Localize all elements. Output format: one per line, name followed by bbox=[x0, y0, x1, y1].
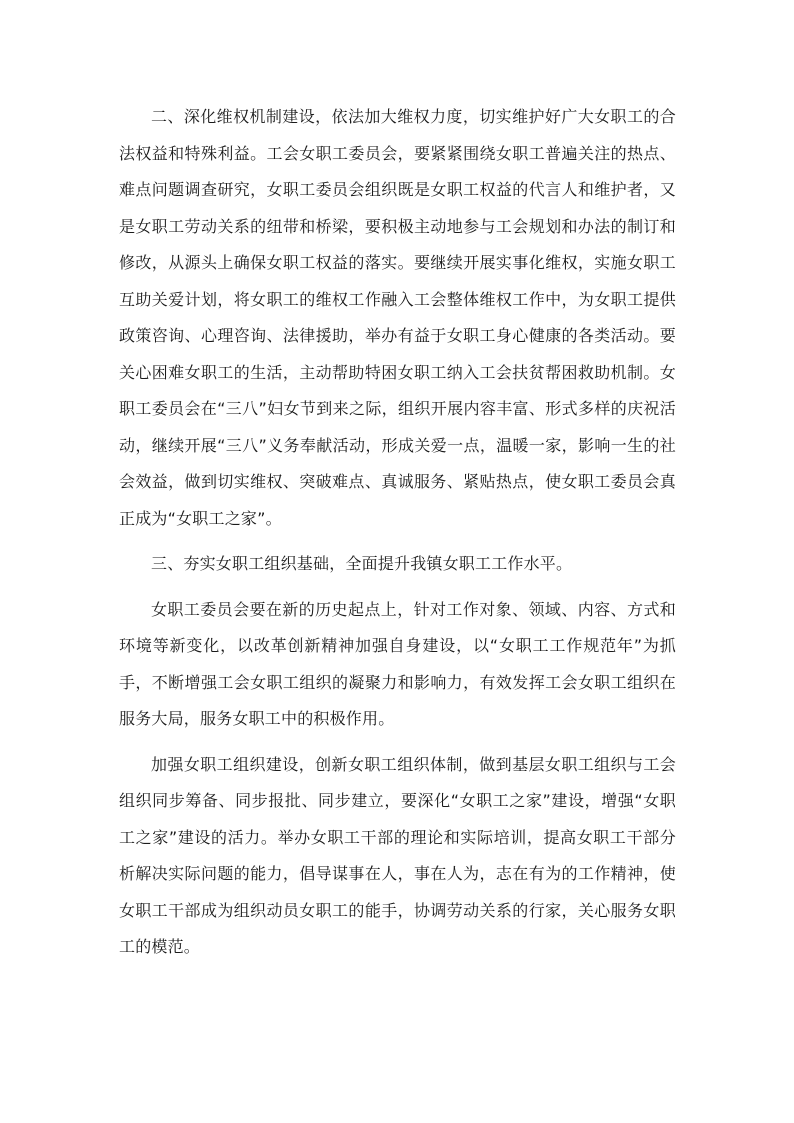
paragraph-organization-building: 加强女职工组织建设，创新女职工组织体制，做到基层女职工组织与工会组织同步筹备、同步报批、同步建立，要深化“女职工之家”建设，增强“女职工之家”建设的活力。举办女职工干部的理论和实际培训，提高女职工干部分析解决实际问题的能力，倡导谋事在人，事在人为，志在有为的工作精神，使女职工干部成为组织动员女职工的能手，协调劳动关系的行家，关心服务女职工的模范。 bbox=[119, 754, 676, 956]
paragraph-committee-development: 女职工委员会要在新的历史起点上，针对工作对象、领域、内容、方式和环境等新变化，以改革创新精神加强自身建设，以“女职工工作规范年”为抓手，不断增强工会女职工组织的凝聚力和影响力，有效发挥工会女职工组织在服务大局，服务女职工中的积极作用。 bbox=[119, 599, 676, 728]
document-body bbox=[119, 99, 676, 966]
paragraph-rights-protection: 二、深化维权机制建设，依法加大维权力度，切实维护好广大女职工的合法权益和特殊利益。工会女职工委员会，要紧紧围绕女职工普遍关注的热点、难点问题调查研究，女职工委员会组织既是女职工权益的代言人和维护者，又是女职工劳动关系的纽带和桥梁，要积极主动地参与工会规划和办法的制订和修改，从源头上确保女职工权益的落实。要继续开展实事化维权，实施女职工互助关爱计划，将女职工的维权工作融入工会整体维权工作中，为女职工提供政策咨询、心理咨询、法律援助，举办有益于女职工身心健康的各类活动。要关心困难女职工的生活，主动帮助特困女职工纳入工会扶贫帮困救助机制。女职工委员会在“三八”妇女节到来之际，组织开展内容丰富、形式多样的庆祝活动，继续开展“三八”义务奉献活动，形成关爱一点，温暖一家，影响一生的社会效益，做到切实维权、突破难点、真诚服务、紧贴热点，使女职工委员会真正成为“女职工之家”。 bbox=[119, 107, 676, 528]
section-heading-organization-foundation: 三、夯实女职工组织基础，全面提升我镇女职工工作水平。 bbox=[151, 554, 573, 573]
